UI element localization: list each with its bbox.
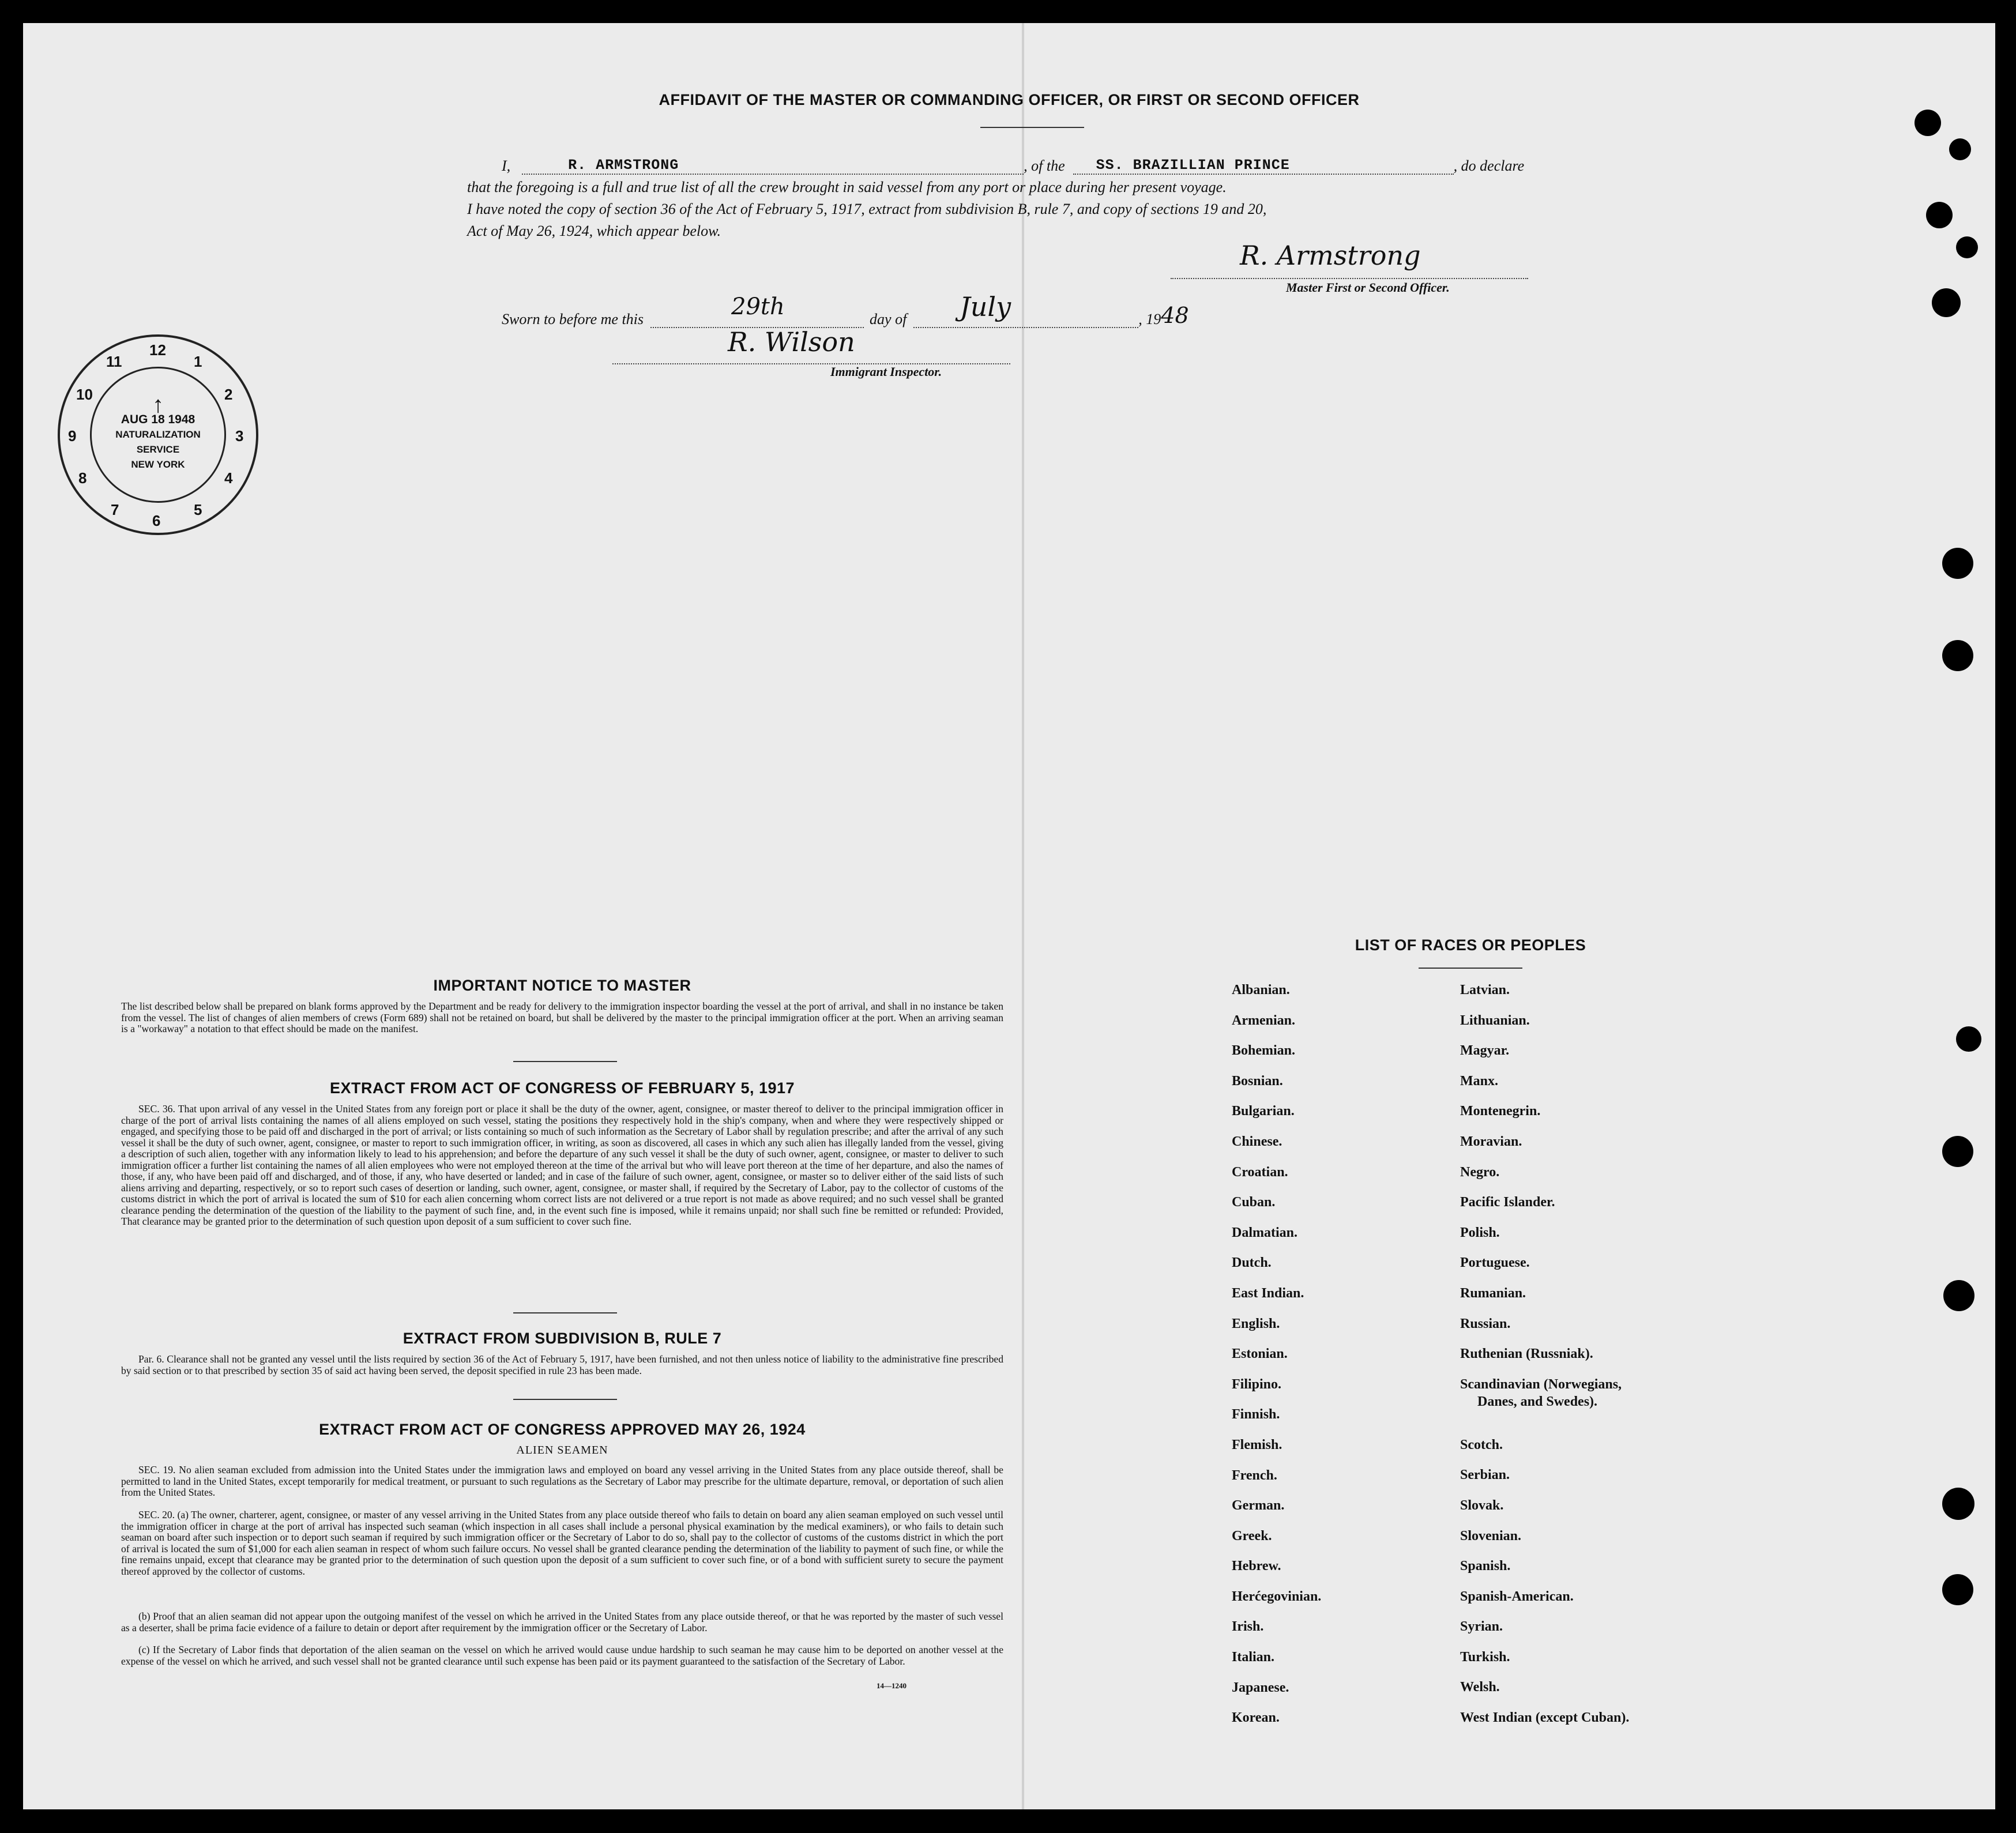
race-item: Korean. bbox=[1232, 1710, 1280, 1726]
punch-hole bbox=[1942, 548, 1973, 579]
race-item: Slovak. bbox=[1460, 1497, 1504, 1513]
extract-1924-title: EXTRACT FROM ACT OF CONGRESS APPROVED MAY 26, 1924 bbox=[319, 1421, 806, 1438]
race-item: Albanian. bbox=[1232, 983, 1290, 998]
of-the-label: , of the bbox=[1024, 157, 1065, 174]
sworn-label: Sworn to before me this bbox=[502, 311, 644, 328]
race-item: Estonian. bbox=[1232, 1346, 1288, 1362]
inspector-caption: Immigrant Inspector. bbox=[830, 364, 942, 379]
sworn-month-field bbox=[913, 291, 1138, 328]
race-item: Spanish. bbox=[1460, 1559, 1511, 1574]
document-page bbox=[23, 23, 1995, 1809]
race-item: Bulgarian. bbox=[1232, 1104, 1295, 1119]
notice-title: IMPORTANT NOTICE TO MASTER bbox=[433, 977, 691, 994]
race-item: English. bbox=[1232, 1316, 1280, 1331]
stamp-arrow: ↑ bbox=[152, 392, 164, 417]
race-item: Dutch. bbox=[1232, 1255, 1272, 1271]
race-item: Hebrew. bbox=[1232, 1559, 1281, 1574]
race-item: Polish. bbox=[1460, 1225, 1500, 1240]
stamp-line-3: SERVICE bbox=[136, 444, 180, 455]
do-declare-label: , do declare bbox=[1453, 157, 1525, 174]
stamp-number: 4 bbox=[224, 469, 233, 487]
stamp-number: 6 bbox=[152, 512, 161, 529]
race-item: Finnish. bbox=[1232, 1407, 1280, 1422]
race-item: Greek. bbox=[1232, 1528, 1272, 1544]
extract-1924-sec20c: (c) If the Secretary of Labor finds that deportation of the alien seaman on the vessel on which he arrived would cause undue hardship to such seaman he may cause him to be deported on another vessel at the expense of the vessel on which he arrived, and such vessel shall not be granted clearance until such expense has been paid or its payment guaranteed to the satisfaction of the Secretary of Labor. bbox=[121, 1644, 1003, 1667]
stamp-number: 5 bbox=[194, 501, 202, 518]
race-item: Filipino. bbox=[1232, 1376, 1282, 1392]
punch-hole bbox=[1942, 1488, 1974, 1520]
race-item: Dalmatian. bbox=[1232, 1225, 1297, 1240]
stamp-number: 1 bbox=[194, 353, 202, 370]
stamp-number: 11 bbox=[106, 353, 122, 370]
stamp-number: 8 bbox=[78, 469, 87, 487]
punch-hole bbox=[1932, 288, 1961, 317]
master-name-field bbox=[522, 156, 1024, 175]
stamp-number: 3 bbox=[235, 427, 244, 445]
race-item: Negro. bbox=[1460, 1164, 1500, 1180]
form-number: 14—1240 bbox=[877, 1681, 907, 1690]
title-divider bbox=[980, 127, 1084, 128]
race-item: Russian. bbox=[1460, 1316, 1511, 1331]
race-item: Italian. bbox=[1232, 1650, 1275, 1665]
races-left-column bbox=[1232, 983, 1439, 1741]
sworn-month: July bbox=[960, 291, 1011, 322]
punch-hole bbox=[1926, 202, 1953, 228]
race-item: Japanese. bbox=[1232, 1680, 1289, 1695]
master-signature: R. Armstrong bbox=[1240, 240, 1421, 271]
race-item: Scotch. bbox=[1460, 1437, 1503, 1452]
stamp-number: 10 bbox=[76, 386, 93, 403]
inspector-signature-line bbox=[612, 326, 1010, 364]
race-item: Cuban. bbox=[1232, 1195, 1276, 1210]
race-item: Manx. bbox=[1460, 1073, 1498, 1089]
vessel-name-field bbox=[1073, 156, 1454, 175]
stamp-number: 7 bbox=[111, 501, 119, 518]
sworn-day-field bbox=[650, 293, 864, 328]
affidavit-title: AFFIDAVIT OF THE MASTER OR COMMANDING OFFICER, OR FIRST OR SECOND OFFICER bbox=[659, 91, 1360, 108]
master-caption: Master First or Second Officer. bbox=[1286, 280, 1450, 295]
race-item: German. bbox=[1232, 1498, 1285, 1514]
extract-1924-sec20b: (b) Proof that an alien seaman did not appear upon the outgoing manifest of the vessel on which he arrived in the United States from any place outside thereof, or that he was reported by the master of such vessel as a deserter, shall be prima facie evidence of a failure to detain or deport after requirement by the immigration officer or the Secretary of Labor. bbox=[121, 1610, 1003, 1633]
affidavit-line-4: Act of May 26, 1924, which appear below. bbox=[467, 223, 721, 239]
race-item: Turkish. bbox=[1460, 1649, 1510, 1665]
race-item: Magyar. bbox=[1460, 1043, 1510, 1059]
race-item: Danes, and Swedes). bbox=[1477, 1394, 1598, 1409]
sworn-line bbox=[502, 291, 1189, 328]
race-item: Montenegrin. bbox=[1460, 1104, 1541, 1119]
punch-hole bbox=[1942, 1574, 1973, 1605]
punch-hole bbox=[1942, 1136, 1973, 1167]
inspector-signature: R. Wilson bbox=[728, 326, 855, 357]
race-item: Ruthenian (Russniak). bbox=[1460, 1346, 1593, 1362]
page-fold bbox=[1022, 23, 1024, 1809]
race-item: Lithuanian. bbox=[1460, 1013, 1530, 1028]
extract-1924-sec20a: SEC. 20. (a) The owner, charterer, agent, consignee, or master of any vessel arriving in the United States from any place outside thereof who fails to detain on board any alien seaman employed on such vessel until the immigration officer in charge at the port of arrival has inspected such seaman (which inspection in all cases shall include a personal physical examination by the medical examiners), or who fails to detain such seaman on board after such inspection or to deport such seaman if required by such immigration officer or the Secretary of Labor to do so, shall pay to the collector of customs of the customs district in which the port of arrival is located the sum of $1,000 for each alien seaman in respect of whom such failure occurs. No vessel shall be granted clearance pending the determination of the liability to payment of such fine, or while the fine remains unpaid, except that clearance may be granted prior to the determination of such question upon the deposit of a sum sufficient to cover such fine, or of a bond with sufficient surety to secure the payment thereof approved by the collector of customs. bbox=[121, 1509, 1003, 1577]
race-item: Slovenian. bbox=[1460, 1528, 1522, 1544]
day-of-label: day of bbox=[870, 311, 907, 328]
race-item: Moravian. bbox=[1460, 1134, 1522, 1149]
punch-hole bbox=[1943, 1280, 1974, 1311]
sworn-day: 29th bbox=[731, 293, 785, 320]
stamp-line-2: NATURALIZATION bbox=[115, 429, 201, 440]
race-item: French. bbox=[1232, 1467, 1277, 1483]
race-item: Bohemian. bbox=[1232, 1043, 1296, 1059]
races-divider bbox=[1419, 968, 1522, 969]
extract-1917-title: EXTRACT FROM ACT OF CONGRESS OF FEBRUARY 5, 1917 bbox=[329, 1079, 795, 1097]
races-title: LIST OF RACES OR PEOPLES bbox=[1355, 936, 1586, 954]
year-suffix: 48 bbox=[1161, 303, 1189, 328]
race-item: Irish. bbox=[1232, 1619, 1264, 1635]
race-item: Pacific Islander. bbox=[1460, 1195, 1555, 1210]
stamp-number: 9 bbox=[68, 427, 77, 445]
race-item: Rumanian. bbox=[1460, 1285, 1526, 1301]
section-divider bbox=[513, 1399, 617, 1400]
race-item: Welsh. bbox=[1460, 1680, 1500, 1695]
extract-1924-sec19: SEC. 19. No alien seaman excluded from admission into the United States under the immigration laws and employed on board any vessel arriving in the United States from any place outside thereof, shall be permitted to land in the United States, except temporarily for medical treatment, or pursuant to such regulations as the Secretary of Labor may prescribe for the ultimate departure, removal, or deportation of such alien from the United States. bbox=[121, 1464, 1003, 1498]
section-divider bbox=[513, 1312, 617, 1313]
extract-1924-subtitle: ALIEN SEAMEN bbox=[516, 1444, 608, 1456]
notice-text: The list described below shall be prepared on blank forms approved by the Department and be ready for delivery to the immigration inspector boarding the vessel at the port of arrival, and shall in no instance be taken from the vessel. The list of changes of alien members of crews (Form 689) shall not be retained on board, but shall be delivered by the master to the principal immigration officer at the port. When an arriving seaman is a "workaway" a notation to that effect should be made on the manifest. bbox=[121, 1000, 1003, 1034]
affidavit-line-3: I have noted the copy of section 36 of the Act of February 5, 1917, extract from subdivision B, rule 7, and copy of sections 19 and 20, bbox=[467, 201, 1267, 217]
stamp-date: AUG 18 1948 bbox=[121, 413, 195, 426]
master-signature-line bbox=[1171, 240, 1528, 279]
race-item: Syrian. bbox=[1460, 1619, 1503, 1635]
race-item: East Indian. bbox=[1232, 1285, 1304, 1301]
race-item: Bosnian. bbox=[1232, 1073, 1283, 1089]
race-item: Flemish. bbox=[1232, 1437, 1282, 1452]
race-item: Herćegovinian. bbox=[1232, 1589, 1322, 1604]
race-item: Scandinavian (Norwegians, bbox=[1460, 1376, 1622, 1392]
race-item: Chinese. bbox=[1232, 1134, 1282, 1149]
stamp-line-4: NEW YORK bbox=[131, 459, 185, 470]
stamp-number: 12 bbox=[149, 341, 166, 359]
stamp-number: 2 bbox=[224, 386, 233, 403]
inspection-stamp bbox=[58, 334, 258, 535]
punch-hole bbox=[1942, 640, 1973, 671]
i-label: I, bbox=[502, 157, 511, 174]
year-prefix: , 19 bbox=[1138, 311, 1161, 328]
race-item: Serbian. bbox=[1460, 1467, 1510, 1483]
punch-hole bbox=[1956, 236, 1978, 258]
section-divider bbox=[513, 1061, 617, 1062]
punch-hole bbox=[1949, 138, 1971, 160]
punch-hole bbox=[1956, 1026, 1981, 1052]
rule7-title: EXTRACT FROM SUBDIVISION B, RULE 7 bbox=[403, 1330, 722, 1347]
affidavit-line-2: that the foregoing is a full and true list of all the crew brought in said vessel from any port or place during her present voyage. bbox=[467, 179, 1227, 195]
race-item: Portuguese. bbox=[1460, 1255, 1530, 1271]
race-item: Croatian. bbox=[1232, 1164, 1288, 1180]
rule7-text: Par. 6. Clearance shall not be granted any vessel until the lists required by section 36 of the Act of February 5, 1917, have been furnished, and not then unless notice of liability to the administrative fine prescribed by said section or to that prescribed by section 35 of said act having been served, the deposit specified in rule 23 has been made. bbox=[121, 1353, 1003, 1376]
race-item: Spanish-American. bbox=[1460, 1589, 1574, 1604]
race-item: Armenian. bbox=[1232, 1013, 1295, 1028]
races-right-column bbox=[1460, 983, 1783, 1741]
race-item: Latvian. bbox=[1460, 983, 1510, 998]
vessel-name: SS. BRAZILLIAN PRINCE bbox=[1096, 157, 1290, 174]
master-name: R. ARMSTRONG bbox=[568, 157, 679, 174]
extract-1917-text: SEC. 36. That upon arrival of any vessel in the United States from any foreign port or place it shall be the duty of the owner, agent, consignee, or master thereof to deliver to the principal immigration officer in charge of the port of arrival lists containing the names of all aliens employed on such vessel, stating the positions they respectively hold in the ship's company, when and where they were respectively shipped or engaged, and specifying those to be paid off and discharged in the port of arrival; or lists containing so much of such information as the Secretary of Labor shall by regulation prescribe; and after the arrival of any such vessel it shall be the duty of such owner, agent, consignee, or master to report to such immigration officer, in writing, as soon as discovered, all cases in which any such alien has illegally landed from the vessel, giving a description of such alien, together with any information likely to lead to his apprehension; and before the departure of any such vessel it shall be the duty of such owner, agent, consignee, or master to deliver to such immigration officer a further list containing the names of all alien employees who were not employed thereon at the time of the arrival but who will leave port thereon at the time of her departure, and also the names of those, if any, who have been paid off and discharged, and of those, if any, who have deserted or landed; and in case of the failure of such owner, agent, consignee, or master so to deliver either of the said lists of such aliens arriving and departing, respectively, or so to report such cases of desertion or landing, such owner, agent, consignee, or master shall, if required by the Secretary of Labor, pay to the collector of customs of the customs district in which the port of arrival is located the sum of $10 for each alien concerning whom correct lists are not delivered or a true report is not made as above required; and no such vessel shall be granted clearance pending the determination of the question of the liability to the payment of such fine, and, in the event such fine is imposed, while it remains unpaid; nor shall such fine be remitted or refunded: Provided, That clearance may be granted prior to the determination of such question upon deposit of a sum sufficient to cover such fine. bbox=[121, 1103, 1003, 1227]
stamp-center bbox=[90, 367, 226, 503]
race-item: West Indian (except Cuban). bbox=[1460, 1710, 1630, 1726]
affidavit-line-1 bbox=[502, 156, 1574, 175]
punch-hole bbox=[1915, 110, 1941, 136]
